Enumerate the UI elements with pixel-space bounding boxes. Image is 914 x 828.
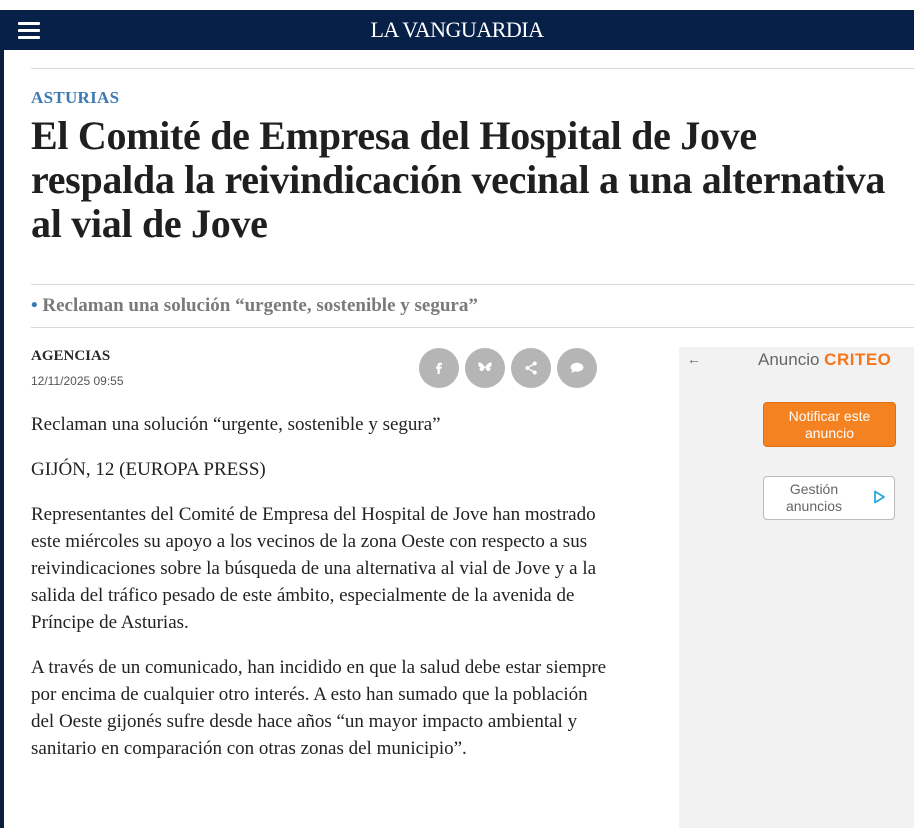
share-bar: [419, 348, 597, 388]
divider: [31, 327, 914, 328]
article-headline: El Comité de Empresa del Hospital de Jove respalda la reivindicación vecinal a una alternativa al vial de Jove: [31, 113, 886, 246]
ad-label-text: Anuncio: [758, 350, 820, 369]
ad-panel: [679, 347, 914, 828]
site-header: [0, 10, 914, 50]
bluesky-icon: [476, 359, 494, 377]
subtitle-bullet: •: [31, 295, 38, 316]
article-body: [31, 411, 611, 780]
report-ad-button[interactable]: Notificar este anuncio: [763, 402, 896, 447]
section-label[interactable]: ASTURIAS: [31, 88, 120, 107]
divider: [31, 68, 914, 69]
ad-label: [758, 350, 891, 370]
manage-ads-label: Gestión anuncios: [785, 481, 843, 514]
top-strip: [0, 0, 914, 10]
bluesky-share-button[interactable]: [465, 348, 505, 388]
article-paragraph: A través de un comunicado, han incidido en que la salud debe estar siempre por encima de cualquier otro interés. A esto han sumado que la población del Oeste gijonés sufre desde hace años “un mayor impacto ambiental y sanitario en comparación con otras zonas del municipio”.: [31, 657, 607, 759]
divider: [31, 284, 914, 285]
back-arrow-icon[interactable]: ←: [687, 351, 701, 367]
left-edge-bar: [0, 50, 4, 828]
facebook-share-button[interactable]: [419, 348, 459, 388]
comment-icon: [568, 359, 586, 377]
hamburger-menu-icon[interactable]: [18, 22, 40, 39]
article-subtitle: [31, 295, 478, 317]
share-icon: [522, 359, 540, 377]
adchoices-icon: [872, 490, 886, 504]
subtitle-text: Reclaman una solución “urgente, sostenible y segura”: [42, 295, 478, 316]
facebook-icon: [430, 359, 448, 377]
article-paragraph: GIJÓN, 12 (EUROPA PRESS): [31, 459, 266, 480]
manage-ads-button[interactable]: [763, 476, 895, 520]
article-paragraph: Representantes del Comité de Empresa del Hospital de Jove han mostrado este miércoles su apoyo a los vecinos de la zona Oeste con respecto a sus reivindicaciones sobre la búsqueda de una alternativa al vial de Jove y a la salida del tráfico pesado de este ámbito, especialmente de la avenida de Príncipe de Asturias.: [31, 504, 597, 633]
article-author: AGENCIAS: [31, 348, 111, 364]
article-date: 12/11/2025 09:55: [31, 374, 124, 388]
site-logo[interactable]: LA VANGUARDIA: [370, 17, 544, 42]
criteo-logo[interactable]: CRITEO: [824, 350, 892, 369]
article-paragraph: Reclaman una solución “urgente, sostenible y segura”: [31, 414, 441, 435]
generic-share-button[interactable]: [511, 348, 551, 388]
comments-button[interactable]: [557, 348, 597, 388]
